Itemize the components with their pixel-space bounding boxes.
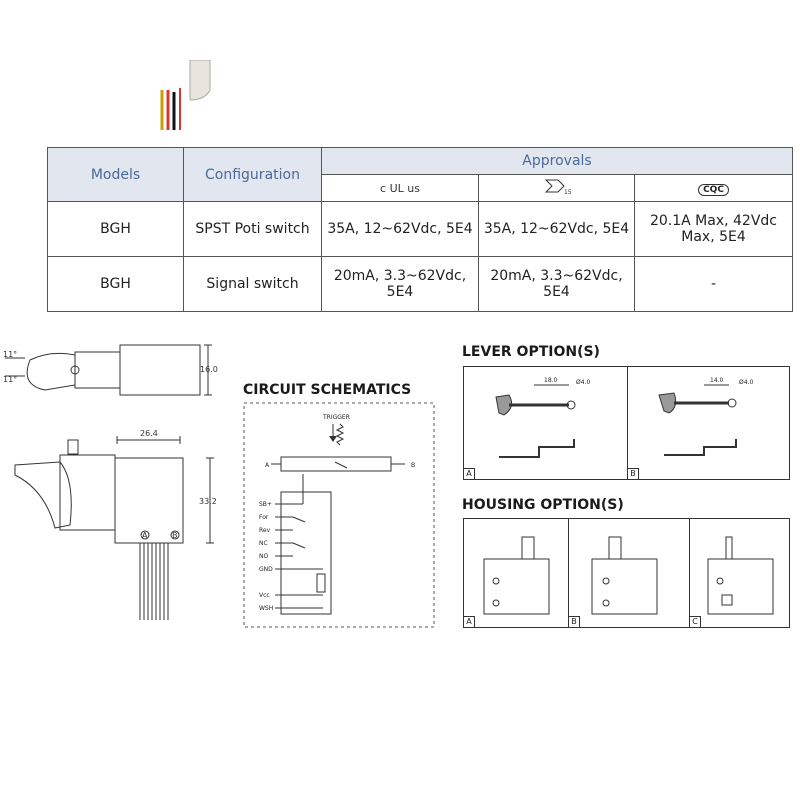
housing-a-letter: A xyxy=(464,616,475,627)
row1-ul: 35A, 12~62Vdc, 5E4 xyxy=(322,202,479,257)
lever-a-letter: A xyxy=(464,468,475,479)
housing-c-letter: C xyxy=(690,616,701,627)
row1-enec: 35A, 12~62Vdc, 5E4 xyxy=(479,202,635,257)
lever-options-panel xyxy=(463,366,790,480)
row2-cqc: - xyxy=(635,257,793,312)
angle-bottom-label: 11° xyxy=(3,375,18,384)
lever-a-length: 18.0 xyxy=(544,377,558,384)
height-large-label: 33.2 xyxy=(199,497,217,506)
circuit-b-label: B xyxy=(411,462,416,469)
angle-top-label: 11° xyxy=(3,350,18,359)
housing-b-letter: B xyxy=(569,616,580,627)
housing-options-panel xyxy=(463,518,790,628)
row2-ul: 20mA, 3.3~62Vdc, 5E4 xyxy=(322,257,479,312)
pin-label: Rev xyxy=(259,527,271,534)
circuit-a-label: A xyxy=(265,462,270,469)
height-small-label: 16.0 xyxy=(200,365,218,374)
lever-b-dia: Ø4.0 xyxy=(739,379,754,386)
trigger-label: TRIGGER xyxy=(323,414,350,421)
pin-label: Vcc xyxy=(259,592,270,599)
cqc-mark: CQC xyxy=(635,175,793,202)
header-configuration: Configuration xyxy=(184,148,322,202)
header-approvals: Approvals xyxy=(322,148,793,175)
svg-text:15: 15 xyxy=(563,189,572,195)
pin-label: WSH xyxy=(259,605,274,612)
pin-label: GND xyxy=(259,566,273,573)
circuit-diagram xyxy=(243,402,435,628)
product-photo-wires xyxy=(150,60,240,130)
lever-b-length: 14.0 xyxy=(710,377,724,384)
mark-b-label: B xyxy=(172,531,178,540)
pin-label: SB+ xyxy=(259,501,272,508)
mark-a-label: A xyxy=(142,531,148,540)
lever-a-dia: Ø4.0 xyxy=(576,379,591,386)
enec-mark-icon xyxy=(479,175,635,202)
lever-b-letter: B xyxy=(628,468,639,479)
lever-title: LEVER OPTION(S) xyxy=(462,344,600,360)
pin-label: For xyxy=(259,514,269,521)
header-models: Models xyxy=(48,148,184,202)
ul-mark: c UL us xyxy=(322,175,479,202)
row1-cqc: 20.1A Max, 42Vdc Max, 5E4 xyxy=(635,202,793,257)
row1-model: BGH xyxy=(48,202,184,257)
circuit-title: CIRCUIT SCHEMATICS xyxy=(243,382,412,398)
row2-config: Signal switch xyxy=(184,257,322,312)
row2-enec: 20mA, 3.3~62Vdc, 5E4 xyxy=(479,257,635,312)
pin-label: NO xyxy=(259,553,269,560)
pin-label: NC xyxy=(259,540,268,547)
approvals-table xyxy=(47,147,793,312)
width-label: 26.4 xyxy=(140,429,158,438)
row2-model: BGH xyxy=(48,257,184,312)
dimension-drawing xyxy=(0,330,235,630)
row1-config: SPST Poti switch xyxy=(184,202,322,257)
housing-title: HOUSING OPTION(S) xyxy=(462,497,624,513)
